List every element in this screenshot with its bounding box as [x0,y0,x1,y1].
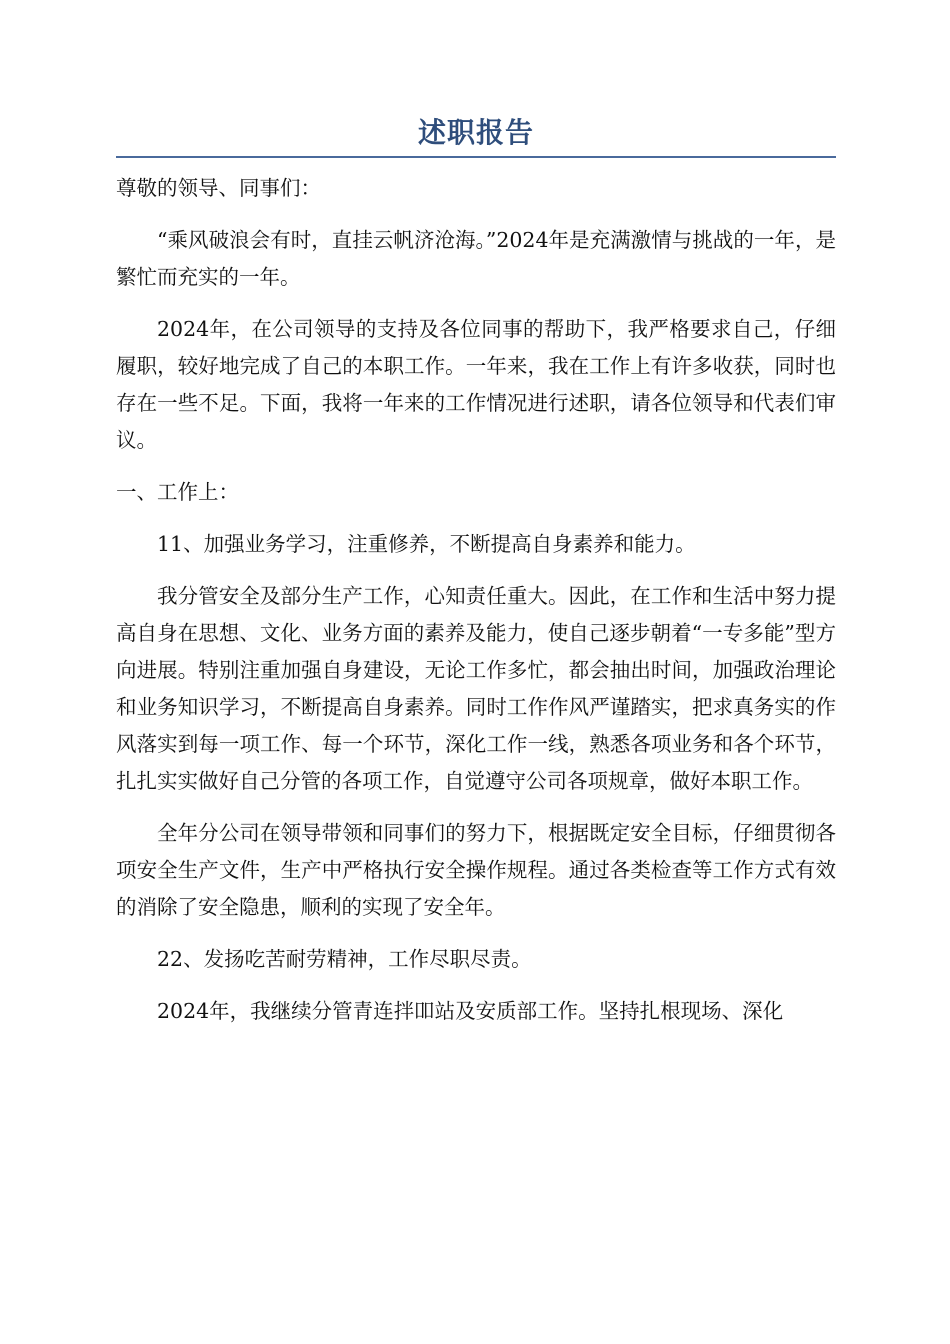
title-underline [116,156,836,158]
section-heading-work: 一、工作上： [116,480,239,504]
subheading-diligence: 22、发扬吃苦耐劳精神，工作尽职尽责。 [157,947,532,971]
document-body [116,170,836,1030]
document-page [116,110,836,1045]
paragraph-safety-results: 全年分公司在领导带领和同事们的努力下，根据既定安全目标，仔细贯彻各项安全生产文件，生产中严格执行安全操作规程。通过各类检查等工作方式有效的消除了安全隐患，顺利的实现了安全年。 [116,821,836,919]
paragraph-station-work: 2024年，我继续分管青连拌吅站及安质部工作。坚持扎根现场、深化 [157,999,784,1023]
document-title: 述职报告 [417,116,534,149]
paragraph-safety-duties: 我分管安全及部分生产工作，心知责任重大。因此，在工作和生活中努力提高自身在思想、文化、业务方面的素养及能力，使自己逐步朝着“一专多能”型方向进展。特别注重加强自身建设，无论工作多忙，都会抽出时间，加强政治理论和业务知识学习，不断提高自身素养。同时工作作风严谨踏实，把求真务实的作风落实到每一项工作、每一个环节，深化工作一线，熟悉各项业务和各个环节，扎扎实实做好自己分管的各项工作，自觉遵守公司各项规章，做好本职工作。 [116,584,836,793]
paragraph-opening-quote: “乘风破浪会有时，直挂云帆济沧海。”2024年是充满激情与挑战的一年，是繁忙而充实的一年。 [116,228,836,289]
subheading-study: 11、加强业务学习，注重修养，不断提高自身素养和能力。 [157,532,696,556]
paragraph-salutation: 尊敬的领导、同事们： [116,176,321,200]
paragraph-introduction: 2024年，在公司领导的支持及各位同事的帮助下，我严格要求自己，仔细履职，较好地完成了自己的本职工作。一年来，我在工作上有许多收获，同时也存在一些不足。下面，我将一年来的工作情况进行述职，请各位领导和代表们审议。 [116,317,836,452]
